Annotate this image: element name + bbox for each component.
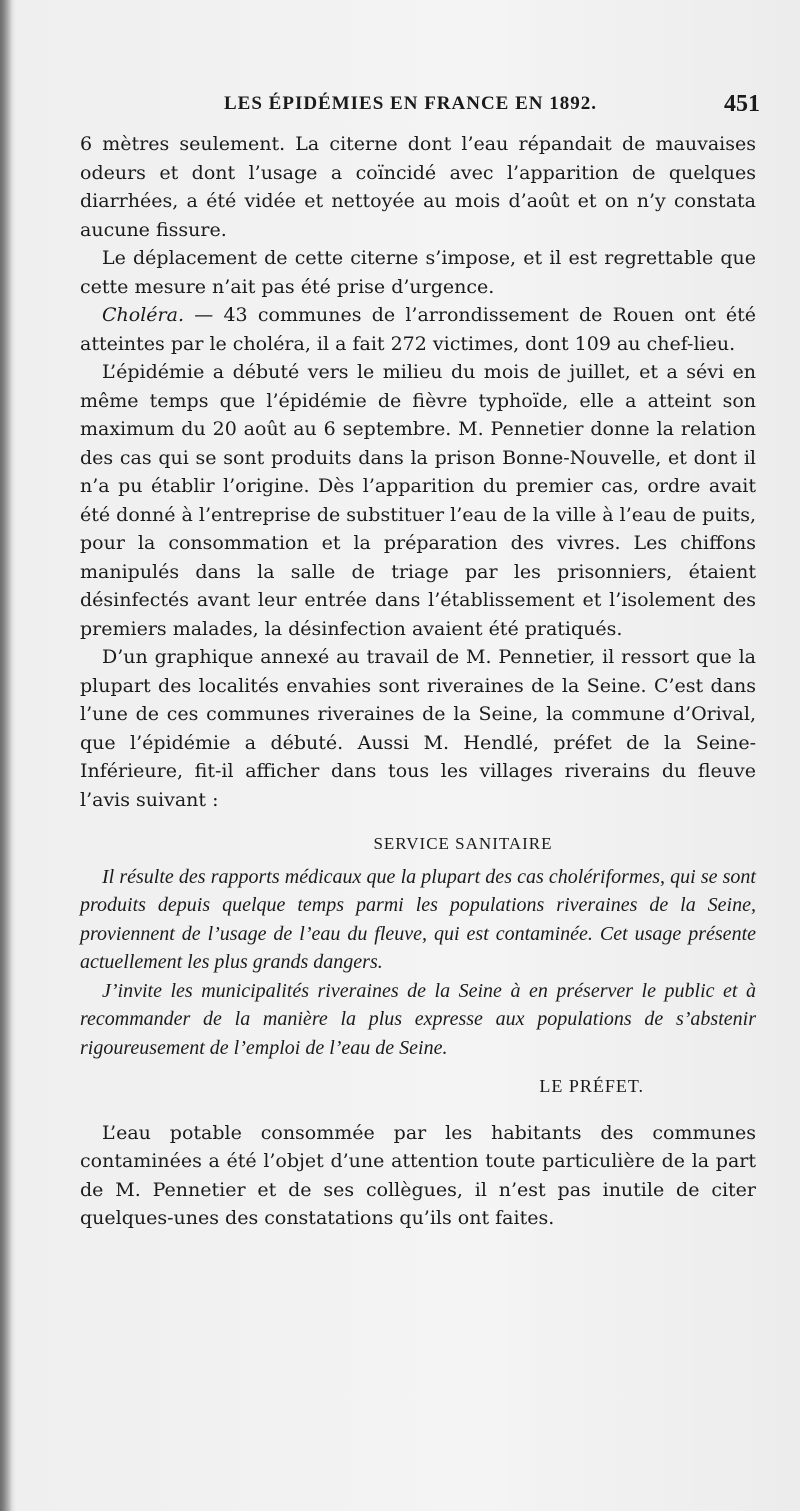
paragraph-cistern-displacement: Le déplacement de cette citerne s’impose, et il est regrettable que cette mesure n’ait pas été prise d’urgence. (80, 247, 756, 298)
page-number: 451 (724, 91, 760, 117)
notice-text-1: Il résulte des rapports médicaux que la plupart des cas cholériformes, qui se sont produits depuis quelque temps parmi les populations riveraines de la Seine, proviennent de l’usage de l’eau du fleuve, qui est contaminée. Cet usage présente actuellement les plus grands dangers. (80, 865, 756, 973)
paragraph-graph: D’un graphique annexé au travail de M. Pennetier, il ressort que la plupart des localités envahies sont riveraines de la Seine. C’est dans l’une de ces communes riveraines de la Seine, la commune d’Orival, que l’épidémie a débuté. Aussi M. Hendlé, préfet de la Seine-Inférieure, fit-il afficher dans tous les villages riverains du fleuve l’avis suivant : (80, 646, 756, 811)
paragraph-cholera (80, 301, 756, 358)
cholera-text: — 43 communes de l’arrondissement de Rouen ont été atteintes par le choléra, il a fait 272 victimes, dont 109 au chef-lieu. (80, 304, 756, 355)
body-text (80, 130, 756, 1233)
paragraph-cistern: 6 mètres seulement. La citerne dont l’eau répandait de mauvaises odeurs et dont l’usage a coïncidé avec l’apparition de quelques diarrhées, a été vidée et nettoyée au mois d’août et on n’y constata aucune fissure. (80, 133, 756, 241)
notice-signature: LE PRÉFET. (539, 1076, 644, 1096)
page-header (80, 93, 760, 123)
paragraph-epidemic: L’épidémie a débuté vers le milieu du mois de juillet, et a sévi en même temps que l’épidémie de fièvre typhoïde, elle a atteint son maximum du 20 août au 6 septembre. M. Pennetier donne la relation des cas qui se sont produits dans la prison Bonne-Nouvelle, et dont il n’a pu établir l’origine. Dès l’apparition du premier cas, ordre avait été donné à l’entreprise de substituer l’eau de la ville à l’eau de puits, pour la consommation et la préparation des vivres. Les chiffons manipulés dans la salle de triage par les prisonniers, étaient désinfectés avant leur entrée dans l’établissement et l’isolement des premiers malades, la désinfection avaient été pratiqués. (80, 361, 756, 640)
notice-text-2: J’invite les municipalités riveraines de la Seine à en préserver le public et à recommander de la manière la plus expresse aux populations de s’abstenir rigoureusement de l’emploi de l’eau de Seine. (80, 979, 756, 1059)
page-gutter-shadow (0, 0, 12, 1511)
paragraph-drinking-water: L’eau potable consommée par les habitants des communes contaminées a été l’objet d’une attention toute particulière de la part de M. Pennetier et de ses collègues, il n’est pas inutile de citer quelques-unes des constatations qu’ils ont faites. (80, 1121, 756, 1229)
cholera-lead: Choléra. (102, 304, 184, 326)
running-title: LES ÉPIDÉMIES EN FRANCE EN 1892. (224, 93, 597, 114)
notice-heading: SERVICE SANITAIRE (373, 834, 553, 853)
